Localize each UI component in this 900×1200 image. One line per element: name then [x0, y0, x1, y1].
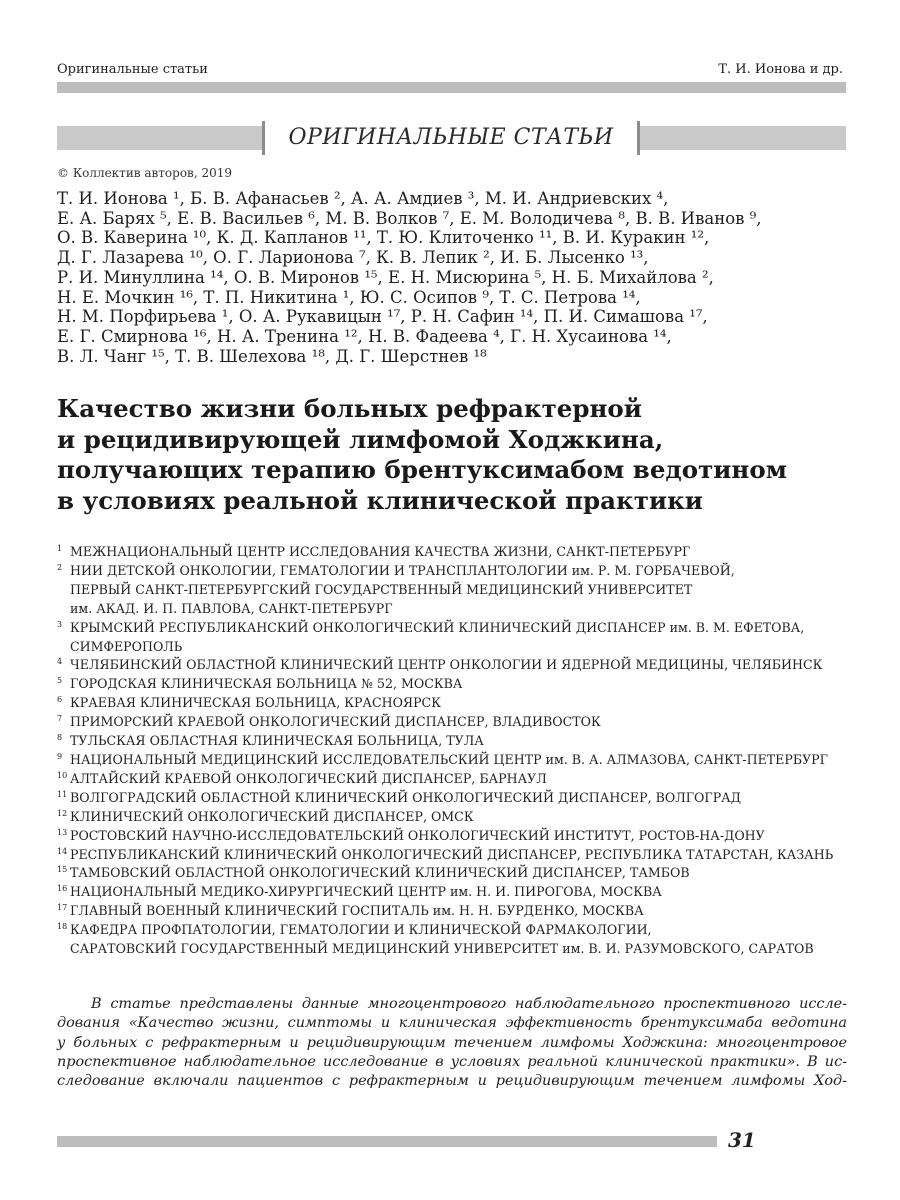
affiliation-text: ПЕРВЫЙ САНКТ-ПЕТЕРБУРГСКИЙ ГОСУДАРСТВЕННЫЙ МЕДИЦИНСКИЙ УНИВЕРСИТЕТ — [70, 581, 693, 597]
title-line: и рецидивирующей лимфомой Ходжкина, — [57, 424, 664, 454]
affiliation-text: РЕСПУБЛИКАНСКИЙ КЛИНИЧЕСКИЙ ОНКОЛОГИЧЕСКИЙ ДИСПАНСЕР, РЕСПУБЛИКА ТАТАРСТАН, КАЗАНЬ — [70, 846, 834, 862]
author-line: Р. И. Минуллина ¹⁴, О. В. Миронов ¹⁵, Е. Н. Мисюрина ⁵, Н. Б. Михайлова ², — [57, 267, 714, 287]
affiliation-item — [57, 902, 847, 921]
affiliation-item — [57, 694, 847, 713]
running-header-section: Оригинальные статьи — [57, 62, 208, 77]
author-line: В. Л. Чанг ¹⁵, Т. В. Шелехова ¹⁸, Д. Г. Шерстнев ¹⁸ — [57, 346, 487, 366]
affiliation-item — [57, 562, 847, 619]
affiliation-text: ГЛАВНЫЙ ВОЕННЫЙ КЛИНИЧЕСКИЙ ГОСПИТАЛЬ им. Н. Н. БУРДЕНКО, МОСКВА — [70, 903, 644, 919]
affiliation-text: РОСТОВСКИЙ НАУЧНО-ИССЛЕДОВАТЕЛЬСКИЙ ОНКОЛОГИЧЕСКИЙ ИНСТИТУТ, РОСТОВ-НА-ДОНУ — [70, 827, 765, 843]
affiliation-item — [57, 751, 847, 770]
copyright-line: © Коллектив авторов, 2019 — [57, 166, 232, 180]
affiliation-number: 3 — [57, 619, 63, 629]
affiliation-item — [57, 846, 847, 865]
title-line: в условиях реальной клинической практики — [57, 485, 703, 515]
affiliation-number: 15 — [57, 865, 68, 875]
affiliation-item — [57, 789, 847, 808]
affiliation-number: 8 — [57, 733, 63, 743]
affiliation-text: АЛТАЙСКИЙ КРАЕВОЙ ОНКОЛОГИЧЕСКИЙ ДИСПАНСЕР, БАРНАУЛ — [70, 770, 547, 786]
affiliation-text: ЧЕЛЯБИНСКИЙ ОБЛАСТНОЙ КЛИНИЧЕСКИЙ ЦЕНТР ОНКОЛОГИИ И ЯДЕРНОЙ МЕДИЦИНЫ, ЧЕЛЯБИНСК — [70, 657, 823, 673]
affiliation-item — [57, 770, 847, 789]
affiliation-text: КЛИНИЧЕСКИЙ ОНКОЛОГИЧЕСКИЙ ДИСПАНСЕР, ОМСК — [70, 808, 474, 824]
affiliation-number: 11 — [57, 789, 68, 799]
article-title — [57, 394, 847, 516]
affiliation-item — [57, 543, 847, 562]
affiliation-number: 9 — [57, 751, 63, 761]
affiliation-number: 12 — [57, 808, 68, 818]
affiliation-number: 7 — [57, 714, 63, 724]
author-line: Е. А. Барях ⁵, Е. В. Васильев ⁶, М. В. Волков ⁷, Е. М. Володичева ⁸, В. В. Иванов ⁹, — [57, 208, 762, 228]
affiliation-number: 5 — [57, 676, 63, 686]
section-banner-title: ОРИГИНАЛЬНЫЕ СТАТЬИ — [288, 125, 614, 150]
abstract — [57, 995, 847, 1091]
affiliation-text: им. АКАД. И. П. ПАВЛОВА, САНКТ-ПЕТЕРБУРГ — [70, 600, 393, 616]
affiliation-text: ВОЛГОГРАДСКИЙ ОБЛАСТНОЙ КЛИНИЧЕСКИЙ ОНКОЛОГИЧЕСКИЙ ДИСПАНСЕР, ВОЛГОГРАД — [70, 789, 741, 805]
affiliation-number: 2 — [57, 562, 63, 572]
page-number: 31 — [728, 1128, 756, 1152]
affiliation-text: МЕЖНАЦИОНАЛЬНЫЙ ЦЕНТР ИССЛЕДОВАНИЯ КАЧЕСТВА ЖИЗНИ, САНКТ-ПЕТЕРБУРГ — [70, 544, 691, 559]
affiliation-item — [57, 864, 847, 883]
affiliation-item — [57, 713, 847, 732]
affiliation-item — [57, 675, 847, 694]
title-line: Качество жизни больных рефрактерной — [57, 394, 642, 423]
footer-rule — [57, 1136, 717, 1147]
affiliation-item — [57, 808, 847, 827]
affiliation-number: 16 — [57, 884, 68, 894]
author-line: Н. М. Порфирьева ¹, О. А. Рукавицын ¹⁷, Р. Н. Сафин ¹⁴, П. И. Симашова ¹⁷, — [57, 307, 708, 327]
affiliation-text: КРЫМСКИЙ РЕСПУБЛИКАНСКИЙ ОНКОЛОГИЧЕСКИЙ КЛИНИЧЕСКИЙ ДИСПАНСЕР им. В. М. ЕФЕТОВА, — [70, 619, 805, 635]
affiliation-text: ТУЛЬСКАЯ ОБЛАСТНАЯ КЛИНИЧЕСКАЯ БОЛЬНИЦА, ТУЛА — [70, 733, 484, 749]
affiliation-item — [57, 883, 847, 902]
abstract-line: следование включали пациентов с рефрактерным и рецидивирующим течением лимфомы Ход- — [57, 1073, 847, 1090]
affiliation-number: 1 — [57, 544, 63, 553]
abstract-line: дования «Качество жизни, симптомы и клиническая эффективность брентуксимаба ведотина — [57, 1015, 847, 1032]
title-line: получающих терапию брентуксимабом ведотином — [57, 455, 787, 484]
abstract-line: проспективное наблюдательное исследование в условиях реальной клинической практики». В ис- — [57, 1053, 847, 1070]
affiliation-text: ТАМБОВСКИЙ ОБЛАСТНОЙ ОНКОЛОГИЧЕСКИЙ КЛИНИЧЕСКИЙ ДИСПАНСЕР, ТАМБОВ — [70, 865, 690, 881]
header-rule — [57, 82, 846, 93]
author-line: О. В. Каверина ¹⁰, К. Д. Капланов ¹¹, Т. Ю. Клиточенко ¹¹, В. И. Куракин ¹², — [57, 228, 710, 248]
affiliation-item — [57, 656, 847, 675]
author-line: Т. И. Ионова ¹, Б. В. Афанасьев ², А. А. Амдиев ³, М. И. Андриевских ⁴, — [57, 189, 669, 208]
affiliation-number: 6 — [57, 695, 63, 705]
affiliation-text: НИИ ДЕТСКОЙ ОНКОЛОГИИ, ГЕМАТОЛОГИИ И ТРАНСПЛАНТОЛОГИИ им. Р. М. ГОРБАЧЕВОЙ, — [70, 562, 735, 578]
author-line: Д. Г. Лазарева ¹⁰, О. Г. Ларионова ⁷, К. В. Лепик ², И. Б. Лысенко ¹³, — [57, 248, 649, 268]
affiliation-text: КАФЕДРА ПРОФПАТОЛОГИИ, ГЕМАТОЛОГИИ И КЛИНИЧЕСКОЙ ФАРМАКОЛОГИИ, — [70, 922, 652, 938]
abstract-line: у больных с рефрактерным и рецидивирующим течением лимфомы Ходжкина: многоцентровое — [57, 1034, 847, 1051]
running-header-authors: Т. И. Ионова и др. — [718, 62, 843, 77]
affiliation-number: 13 — [57, 827, 68, 837]
affiliation-text: НАЦИОНАЛЬНЫЙ МЕДИКО-ХИРУРГИЧЕСКИЙ ЦЕНТР им. Н. И. ПИРОГОВА, МОСКВА — [70, 884, 662, 900]
affiliation-number: 17 — [57, 903, 68, 913]
author-line: Н. Е. Мочкин ¹⁶, Т. П. Никитина ¹, Ю. С. Осипов ⁹, Т. С. Петрова ¹⁴, — [57, 287, 641, 307]
affiliation-item — [57, 619, 847, 657]
affiliation-item — [57, 732, 847, 751]
affiliation-number: 10 — [57, 770, 68, 780]
affiliation-number: 4 — [57, 657, 63, 667]
affiliation-list — [57, 543, 847, 959]
affiliation-number: 14 — [57, 846, 68, 856]
affiliation-text: ГОРОДСКАЯ КЛИНИЧЕСКАЯ БОЛЬНИЦА № 52, МОСКВА — [70, 676, 463, 692]
author-list — [57, 189, 847, 366]
affiliation-item — [57, 921, 847, 959]
affiliation-text: КРАЕВАЯ КЛИНИЧЕСКАЯ БОЛЬНИЦА, КРАСНОЯРСК — [70, 695, 441, 711]
affiliation-text: СИМФЕРОПОЛЬ — [70, 638, 183, 654]
affiliation-text: САРАТОВСКИЙ ГОСУДАРСТВЕННЫЙ МЕДИЦИНСКИЙ УНИВЕРСИТЕТ им. В. И. РАЗУМОВСКОГО, САРАТОВ — [70, 941, 814, 957]
abstract-line: В статье представлены данные многоцентрового наблюдательного проспективного иссле- — [91, 996, 847, 1012]
affiliation-item — [57, 827, 847, 846]
affiliation-text: ПРИМОРСКИЙ КРАЕВОЙ ОНКОЛОГИЧЕСКИЙ ДИСПАНСЕР, ВЛАДИВОСТОК — [70, 714, 601, 730]
affiliation-text: НАЦИОНАЛЬНЫЙ МЕДИЦИНСКИЙ ИССЛЕДОВАТЕЛЬСКИЙ ЦЕНТР им. В. А. АЛМАЗОВА, САНКТ-ПЕТЕРБУРГ — [70, 751, 828, 767]
affiliation-number: 18 — [57, 922, 68, 932]
author-line: Е. Г. Смирнова ¹⁶, Н. А. Тренина ¹², Н. В. Фадеева ⁴, Г. Н. Хусаинова ¹⁴, — [57, 326, 672, 346]
